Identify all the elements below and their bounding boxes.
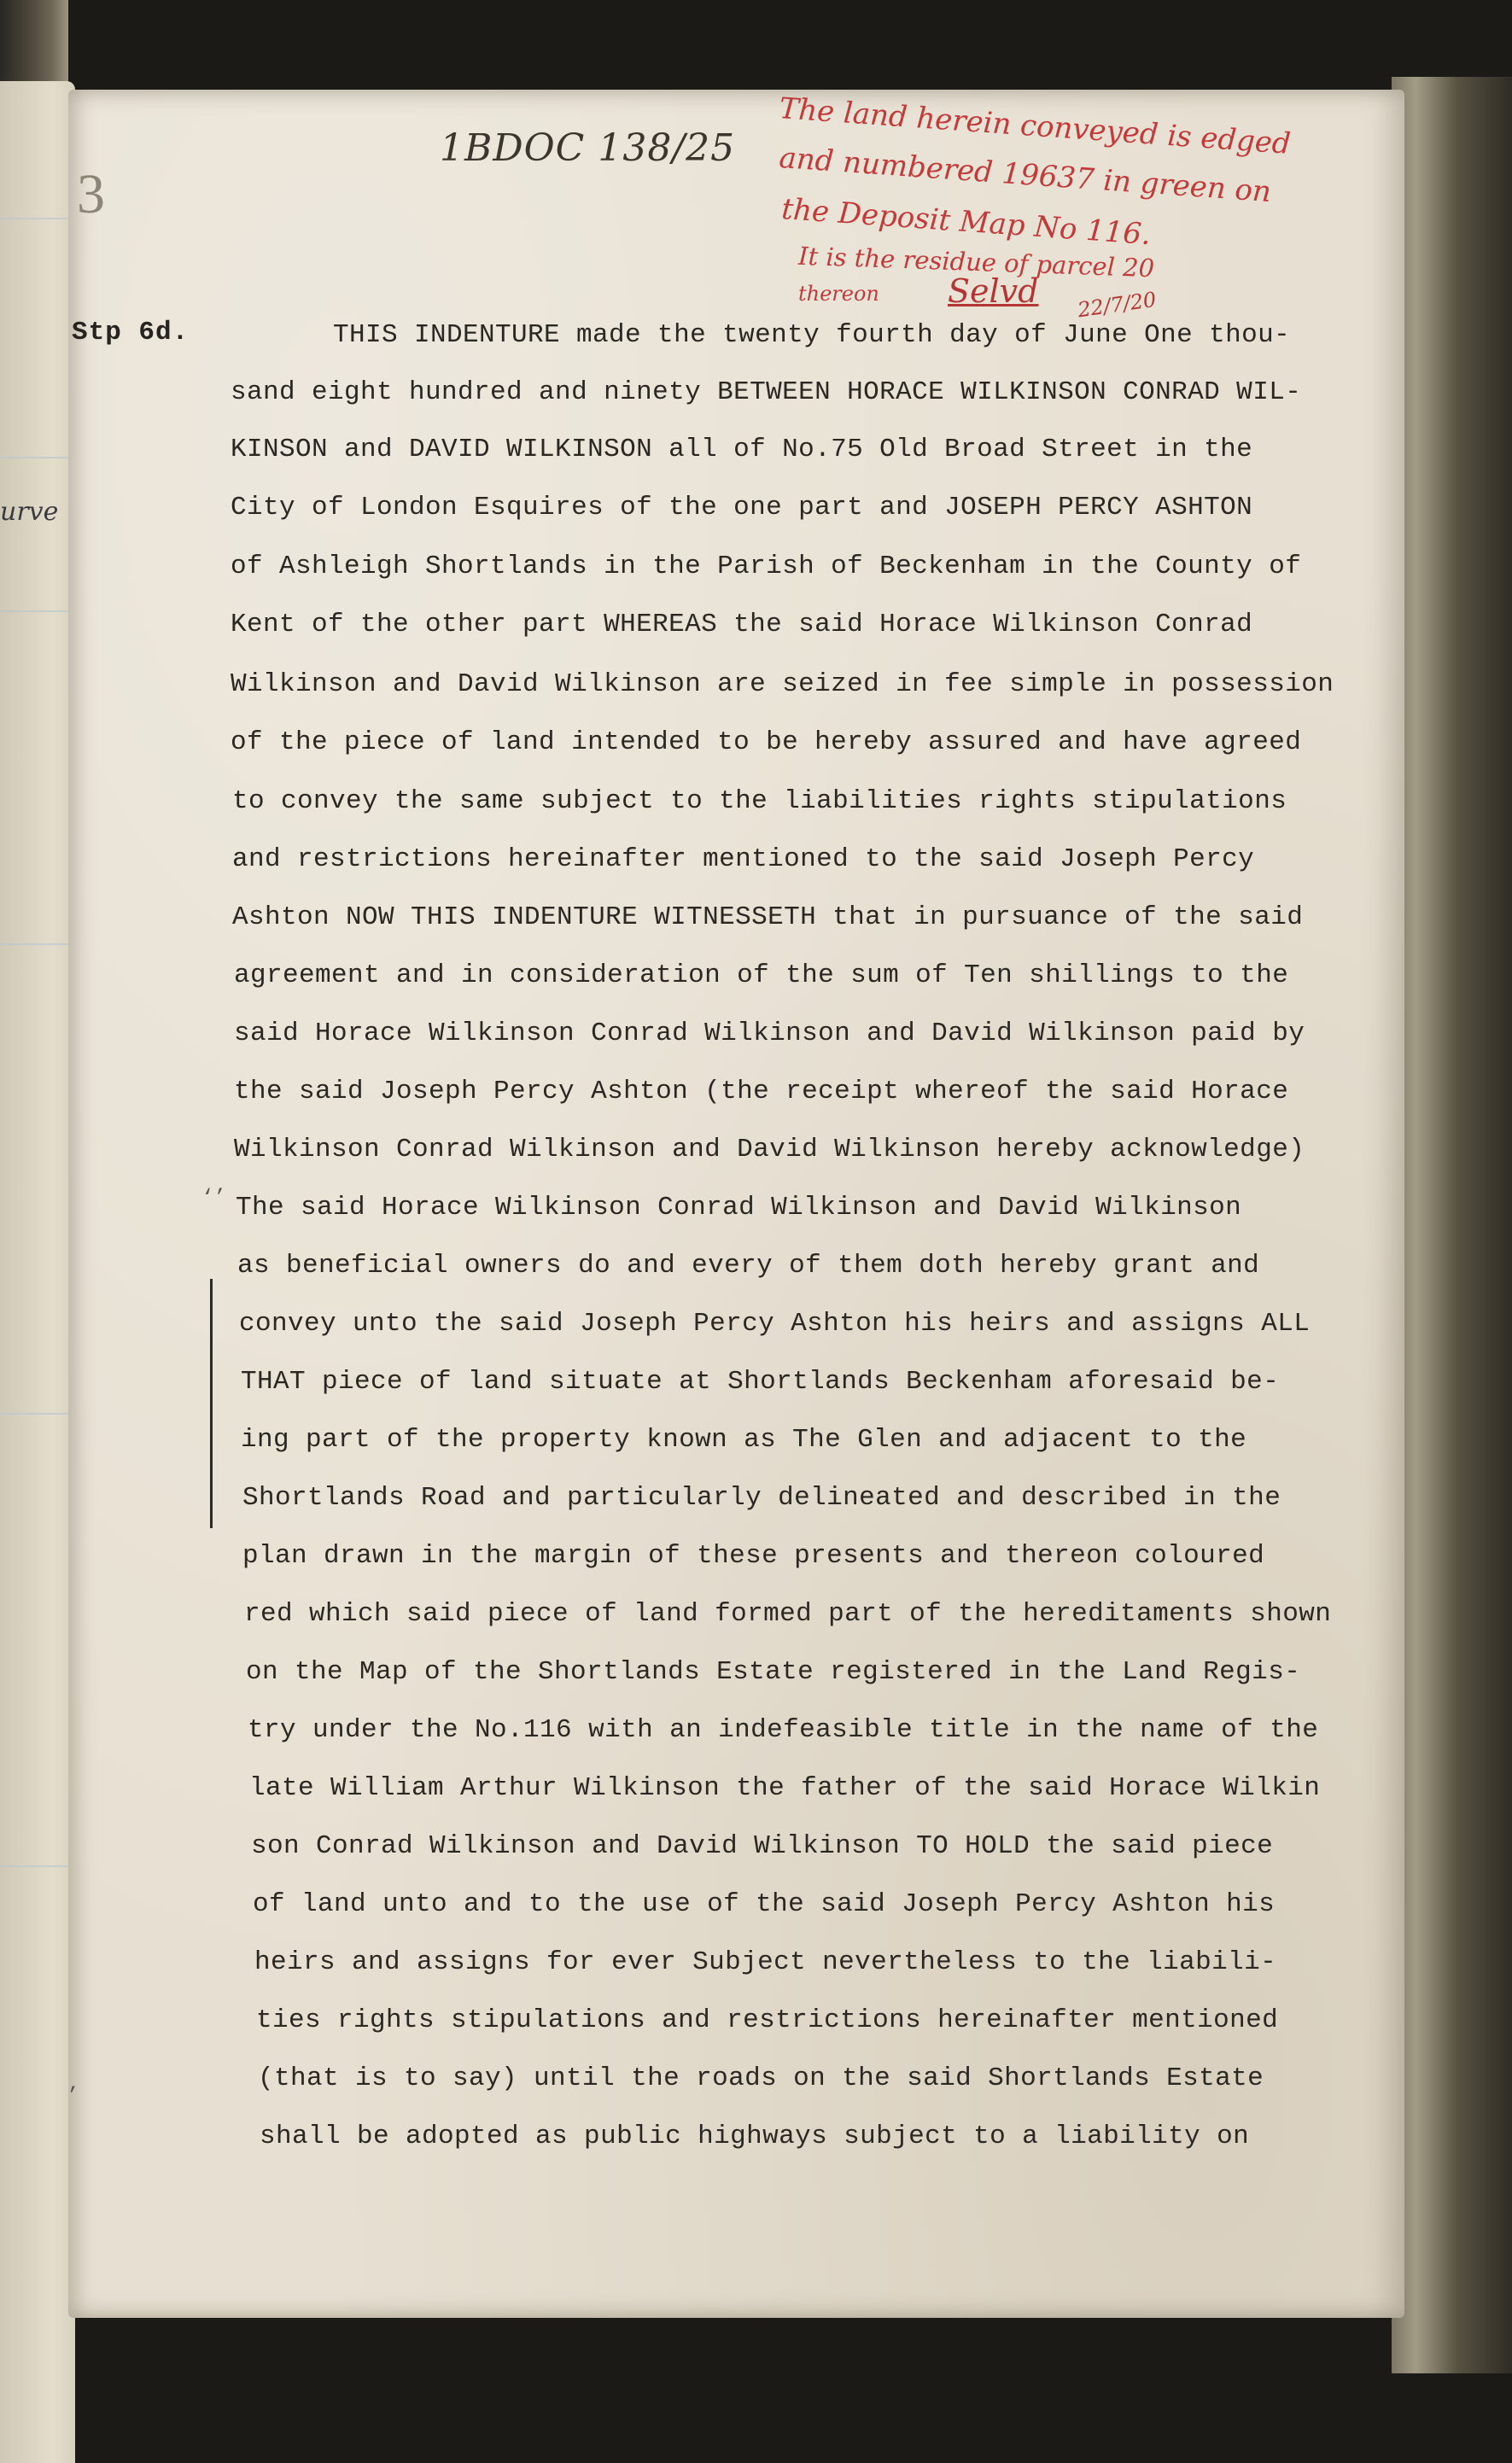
red-annotation-line: thereon <box>798 282 879 306</box>
body-text-line: late William Arthur Wilkinson the father of the said Horace Wilkin <box>249 1773 1321 1803</box>
body-text-line: of Ashleigh Shortlands in the Parish of Beckenham in the County of <box>231 552 1302 581</box>
stamp-duty-note: Stp 6d. <box>72 318 190 347</box>
ruled-line <box>0 610 73 612</box>
body-text-line: sand eight hundred and ninety BETWEEN HORACE WILKINSON CONRAD WIL- <box>231 377 1302 407</box>
ruled-line <box>0 1413 73 1415</box>
body-text-line: plan drawn in the margin of these presents and thereon coloured <box>242 1541 1265 1571</box>
body-text-line: on the Map of the Shortlands Estate registered in the Land Regis- <box>246 1657 1301 1687</box>
red-annotation-date: 22/7/20 <box>1076 287 1159 323</box>
body-text-line: to convey the same subject to the liabilities rights stipulations <box>232 786 1287 816</box>
margin-bracket-line <box>210 1279 213 1528</box>
body-text-line: City of London Esquires of the one part and JOSEPH PERCY ASHTON <box>231 493 1253 522</box>
ruled-line <box>0 457 73 458</box>
body-text-line: Shortlands Road and particularly delineated and described in the <box>242 1483 1281 1513</box>
page-number: 3 <box>77 163 105 225</box>
body-text-line: Ashton NOW THIS INDENTURE WITNESSETH that in pursuance of the said <box>232 902 1304 932</box>
facing-page-edge <box>0 81 75 2463</box>
body-text-line: The said Horace Wilkinson Conrad Wilkinson and David Wilkinson <box>236 1193 1242 1223</box>
body-text-line: try under the No.116 with an indefeasible title in the name of the <box>248 1715 1319 1745</box>
reference-number: 1BDOC 138/25 <box>440 126 736 170</box>
body-text-line: Wilkinson and David Wilkinson are seized in fee simple in possession <box>231 669 1334 699</box>
red-annotation-line: It is the residue of parcel 20 <box>797 241 1155 283</box>
body-text-line: convey unto the said Joseph Percy Ashton his heirs and assigns ALL <box>239 1309 1311 1339</box>
body-text-line: agreement and in consideration of the sum of Ten shillings to the <box>234 960 1289 990</box>
body-text-line: said Horace Wilkinson Conrad Wilkinson and David Wilkinson paid by <box>234 1018 1305 1048</box>
body-text-line: Kent of the other part WHEREAS the said Horace Wilkinson Conrad <box>231 610 1253 639</box>
body-text-line: son Conrad Wilkinson and David Wilkinson TO HOLD the said piece <box>251 1831 1274 1861</box>
body-text-line: the said Joseph Percy Ashton (the receipt whereof the said Horace <box>234 1077 1289 1106</box>
red-annotation-line: and numbered 19637 in green on <box>778 140 1273 210</box>
body-text-line: shall be adopted as public highways subject to a liability on <box>260 2122 1250 2151</box>
body-text-line: of the piece of land intended to be hereby assured and have agreed <box>231 727 1302 757</box>
body-text-line: and restrictions hereinafter mentioned to the said Joseph Percy <box>232 844 1255 874</box>
book-binding-right <box>1392 77 1512 2373</box>
body-text-line: of land unto and to the use of the said Joseph Percy Ashton his <box>253 1889 1276 1919</box>
ruled-line <box>0 943 73 945</box>
body-text-line: Wilkinson Conrad Wilkinson and David Wilkinson hereby acknowledge) <box>234 1135 1305 1164</box>
body-text-line: THAT piece of land situate at Shortlands Beckenham aforesaid be- <box>241 1367 1280 1397</box>
body-text-line: ing part of the property known as The Glen and adjacent to the <box>241 1425 1247 1455</box>
red-annotation-signature: Selvd <box>948 272 1039 310</box>
body-text-line: THIS INDENTURE made the twenty fourth day of June One thou- <box>333 320 1291 350</box>
body-text-line: KINSON and DAVID WILKINSON all of No.75 Old Broad Street in the <box>231 435 1253 464</box>
facing-page-handwriting: urve <box>0 497 59 527</box>
body-text-line: (that is to say) until the roads on the said Shortlands Estate <box>258 2063 1264 2093</box>
margin-tick-mark: ‘’ <box>201 1187 226 1210</box>
body-text-line: ties rights stipulations and restrictions hereinafter mentioned <box>256 2005 1279 2035</box>
red-annotation-line: The land herein conveyed is edged <box>778 91 1293 161</box>
margin-tick-mark: ’ <box>67 2085 79 2108</box>
body-text-line: as beneficial owners do and every of them doth hereby grant and <box>237 1251 1260 1281</box>
body-text-line: red which said piece of land formed part of the hereditaments shown <box>244 1599 1332 1629</box>
ruled-line <box>0 218 73 219</box>
body-text-line: heirs and assigns for ever Subject nevertheless to the liabili- <box>254 1947 1277 1977</box>
ruled-line <box>0 1865 73 1867</box>
red-annotation-line: the Deposit Map No 116. <box>780 191 1153 253</box>
